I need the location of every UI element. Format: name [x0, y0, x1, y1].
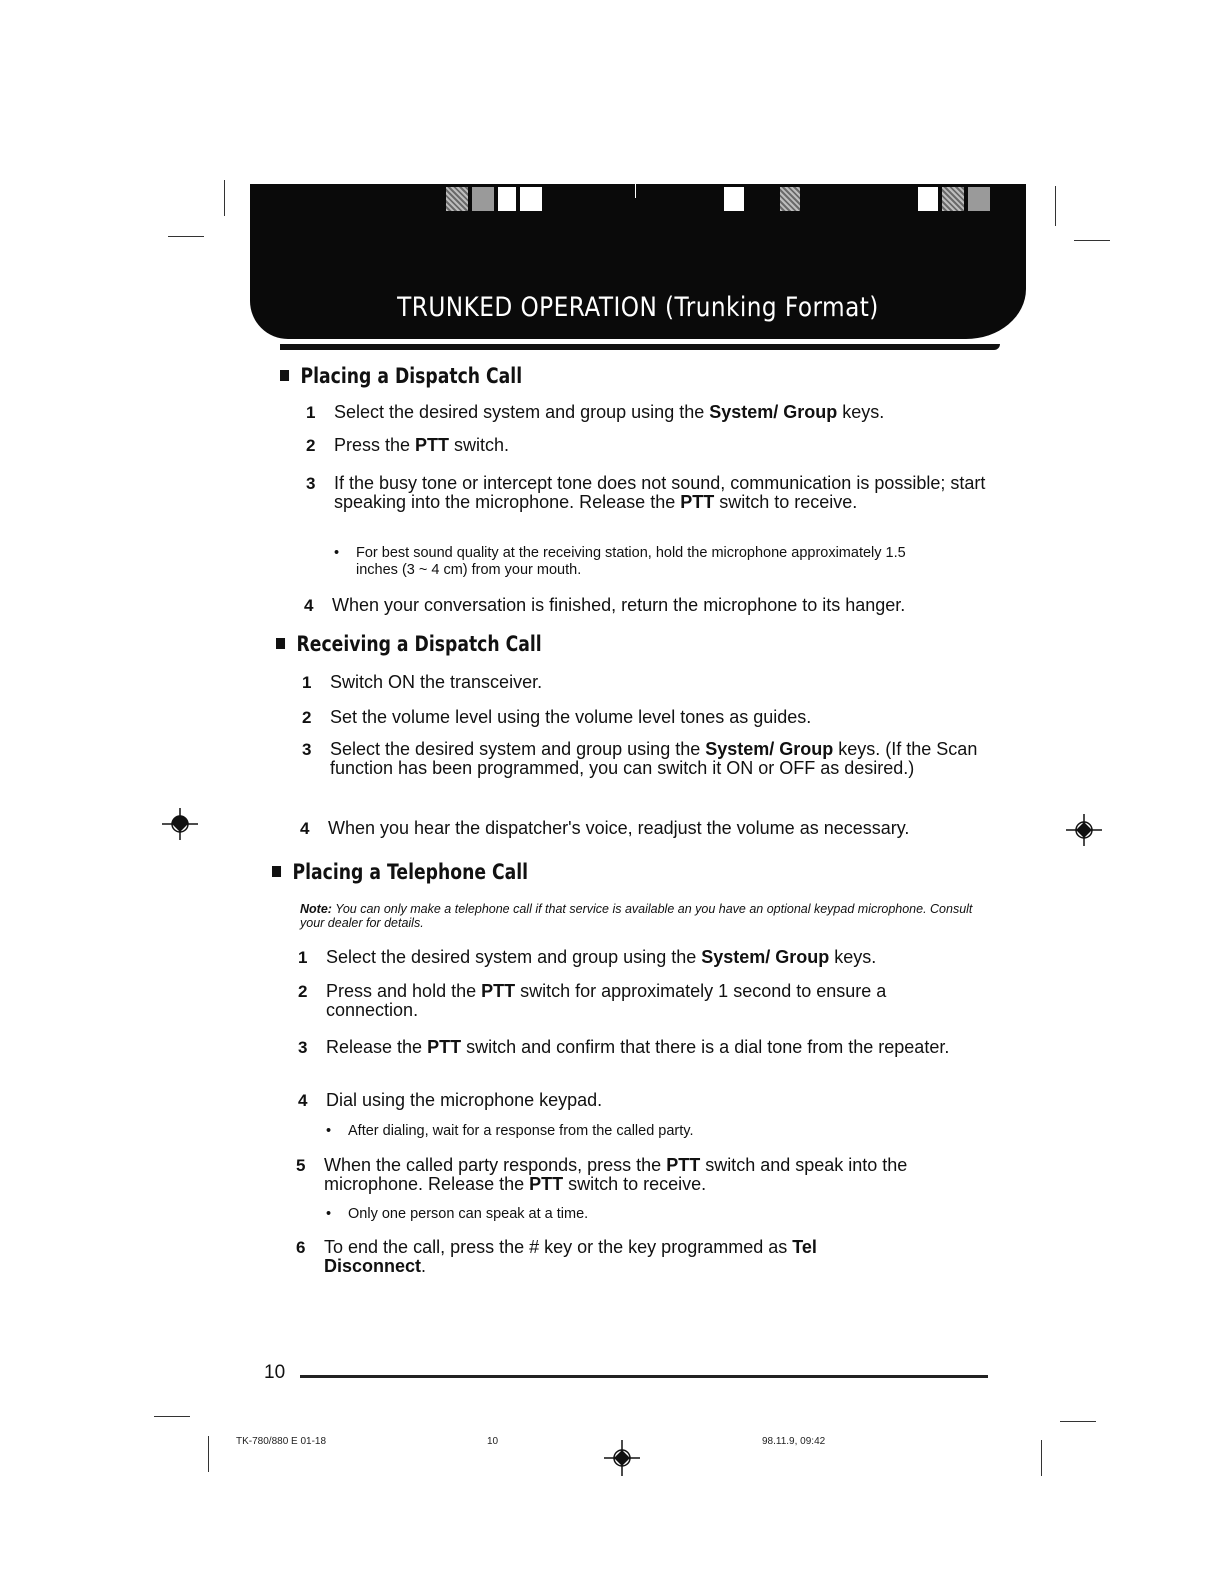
color-bar-block — [498, 187, 516, 211]
color-bar-block — [446, 187, 468, 211]
color-bar-block — [918, 187, 938, 211]
crop-mark — [1060, 1421, 1096, 1422]
bullet-dot-icon: • — [326, 1123, 332, 1139]
crop-mark — [154, 1416, 190, 1417]
section-heading: Placing a Dispatch Call — [280, 364, 522, 388]
page-title: TRUNKED OPERATION (Trunking Format) — [397, 292, 879, 323]
doc-code: TK-780/880 E 01-18 — [236, 1436, 327, 1447]
registration-tick — [635, 184, 636, 198]
crop-mark — [1074, 240, 1110, 241]
bullet-dot-icon: • — [326, 1206, 332, 1222]
crop-mark — [1041, 1440, 1042, 1476]
section-heading: Receiving a Dispatch Call — [276, 632, 542, 656]
color-bar-block — [968, 187, 990, 211]
color-bar-block — [724, 187, 744, 211]
square-bullet-icon — [276, 638, 285, 649]
crop-mark — [168, 236, 204, 237]
banner-underline — [280, 344, 1000, 350]
header-banner — [250, 184, 1026, 339]
registration-mark-icon — [604, 1440, 640, 1476]
bullet-dot-icon: • — [334, 545, 340, 561]
color-bar-block — [520, 187, 542, 211]
note-text: Note: You can only make a telephone call if that service is available an you have an optional keypad microphone. Consult your dealer for details. — [300, 902, 973, 930]
slug-page-number: 10 — [487, 1436, 499, 1447]
crop-mark — [224, 180, 225, 216]
registration-mark-icon — [1066, 812, 1102, 848]
print-timestamp: 98.11.9, 09:42 — [762, 1436, 826, 1447]
square-bullet-icon — [280, 370, 289, 381]
footer-rule — [300, 1375, 988, 1378]
color-bar-block — [472, 187, 494, 211]
crop-mark — [208, 1436, 209, 1472]
color-bar-block — [942, 187, 964, 211]
crop-mark — [1055, 186, 1056, 226]
page-number: 10 — [264, 1362, 286, 1383]
section-heading: Placing a Telephone Call — [272, 860, 528, 884]
square-bullet-icon — [272, 866, 281, 877]
color-bar-block — [780, 187, 800, 211]
registration-mark-icon — [162, 806, 198, 842]
